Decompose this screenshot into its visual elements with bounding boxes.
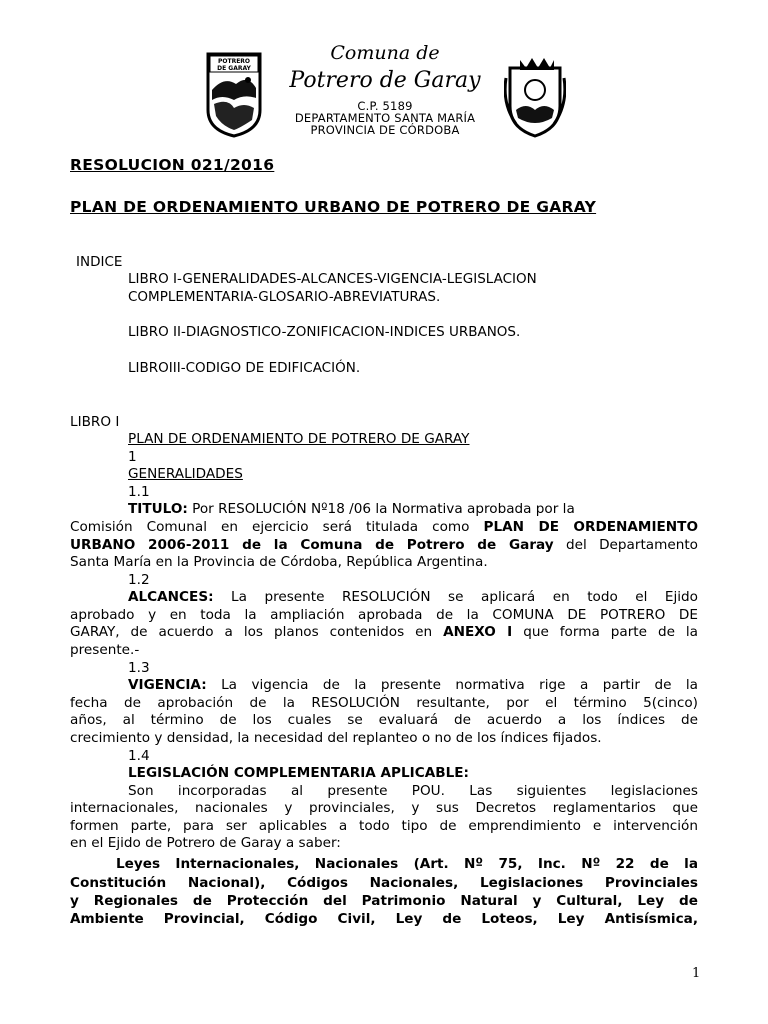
section-1-1-text3a: URBANO 2006-2011 de la Comuna de Potrero de Garay — [70, 537, 554, 553]
libro1-label: LIBRO I — [70, 414, 120, 430]
section-1-2-text3b: ANEXO I — [443, 624, 513, 640]
section-1-2-number: 1.2 — [128, 572, 150, 588]
letterhead — [204, 42, 566, 140]
section-1-1-text2b: PLAN DE ORDENAMIENTO — [483, 519, 698, 535]
index-libro3: LIBROIII-CODIGO DE EDIFICACIÓN. — [128, 360, 361, 376]
section-1-3-label: VIGENCIA: — [128, 677, 207, 693]
letterhead-title-line2: Potrero de Garay — [289, 68, 481, 93]
letterhead-department: DEPARTAMENTO SANTA MARÍA — [294, 111, 476, 125]
svg-text:POTRERO: POTRERO — [217, 58, 251, 65]
section-1-3-line1 — [128, 677, 698, 695]
section-1-3-line4: crecimiento y densidad, la necesidad del replanteo o no de los índices fijados. — [70, 730, 602, 746]
letterhead-title-line1: Comuna de — [330, 42, 440, 64]
section-1-1-line4: Santa María en la Provincia de Córdoba, República Argentina. — [70, 554, 488, 570]
section-1-1-line3 — [70, 537, 698, 555]
section-1-1-number: 1.1 — [128, 484, 150, 500]
section-1-2-label: ALCANCES: — [128, 589, 214, 605]
section-1-4-line4: en el Ejido de Potrero de Garay a saber: — [70, 835, 341, 851]
letterhead-province: PROVINCIA DE CÓRDOBA — [310, 123, 460, 137]
coat-of-arms-emblem — [504, 54, 566, 138]
legislation-line4: Ambiente Provincial, Código Civil, Ley de Loteos, Ley Antisísmica, — [70, 911, 698, 927]
svg-text:DE GARAY: DE GARAY — [217, 65, 251, 72]
index-libro1-line1: LIBRO I-GENERALIDADES-ALCANCES-VIGENCIA-LEGISLACION — [128, 271, 537, 287]
section-1-3-line2: fecha de aprobación de la RESOLUCIÓN resultante, por el término 5(cinco) — [70, 695, 698, 711]
section-1-2-text1: La presente RESOLUCIÓN se aplicará en todo el Ejido — [213, 589, 698, 605]
section-1-1-text1: Por RESOLUCIÓN Nº18 /06 la Normativa aprobada por la — [187, 501, 575, 517]
section-1-2-line1 — [128, 589, 698, 607]
section-1-2-text3a: GARAY, de acuerdo a los planos contenidos en — [70, 624, 444, 640]
section-1-4-line3: formen parte, para ser aplicables a todo tipo de emprendimiento e intervención — [70, 818, 698, 834]
section-1-3-text1: La vigencia de la presente normativa rige a partir de la — [206, 677, 698, 693]
legislation-line2: Constitución Nacional), Códigos Nacionales, Legislaciones Provinciales — [70, 875, 698, 891]
libro1-title: PLAN DE ORDENAMIENTO DE POTRERO DE GARAY — [128, 431, 470, 447]
section-1-number: 1 — [128, 449, 137, 465]
page-number: 1 — [692, 966, 701, 981]
section-1-1-label: TITULO: — [128, 501, 188, 517]
index-label: INDICE — [76, 254, 123, 270]
legislation-line3: y Regionales de Protección del Patrimonio Natural y Cultural, Ley de — [70, 893, 698, 909]
section-1-2-line3 — [70, 624, 698, 642]
letterhead-postal: C.P. 5189 — [357, 99, 413, 113]
section-1-2-text3c: que forma parte de la — [512, 624, 699, 640]
section-1-4-line1: Son incorporadas al presente POU. Las siguientes legislaciones — [128, 783, 698, 799]
section-1-1-line1 — [128, 501, 575, 519]
section-1-4-title: LEGISLACIÓN COMPLEMENTARIA APLICABLE: — [128, 765, 469, 781]
index-libro2: LIBRO II-DIAGNOSTICO-ZONIFICACION-INDICES URBANOS. — [128, 324, 521, 340]
section-1-title: GENERALIDADES — [128, 466, 243, 482]
section-1-3-number: 1.3 — [128, 660, 150, 676]
index-libro1-line2: COMPLEMENTARIA-GLOSARIO-ABREVIATURAS. — [128, 289, 441, 305]
section-1-1-text3b: del Departamento — [553, 537, 698, 553]
resolution-title: RESOLUCION 021/2016 — [70, 156, 275, 174]
section-1-4-number: 1.4 — [128, 748, 150, 764]
section-1-1-line2 — [70, 519, 698, 537]
legislation-line1: Leyes Internacionales, Nacionales (Art. Nº 75, Inc. Nº 22 de la — [116, 856, 698, 872]
section-1-2-line2: aprobado y en toda la ampliación aprobada de la COMUNA DE POTRERO DE — [70, 607, 698, 623]
section-1-1-text2a: Comisión Comunal en ejercicio será titulada como — [70, 519, 484, 535]
plan-title: PLAN DE ORDENAMIENTO URBANO DE POTRERO DE GARAY — [70, 198, 597, 216]
section-1-4-line2: internacionales, nacionales y provinciales, y sus Decretos reglamentarios que — [70, 800, 698, 816]
section-1-3-line3: años, al término de los cuales se evaluará de acuerdo a los índices de — [70, 712, 698, 728]
section-1-2-line4: presente.- — [70, 642, 140, 658]
